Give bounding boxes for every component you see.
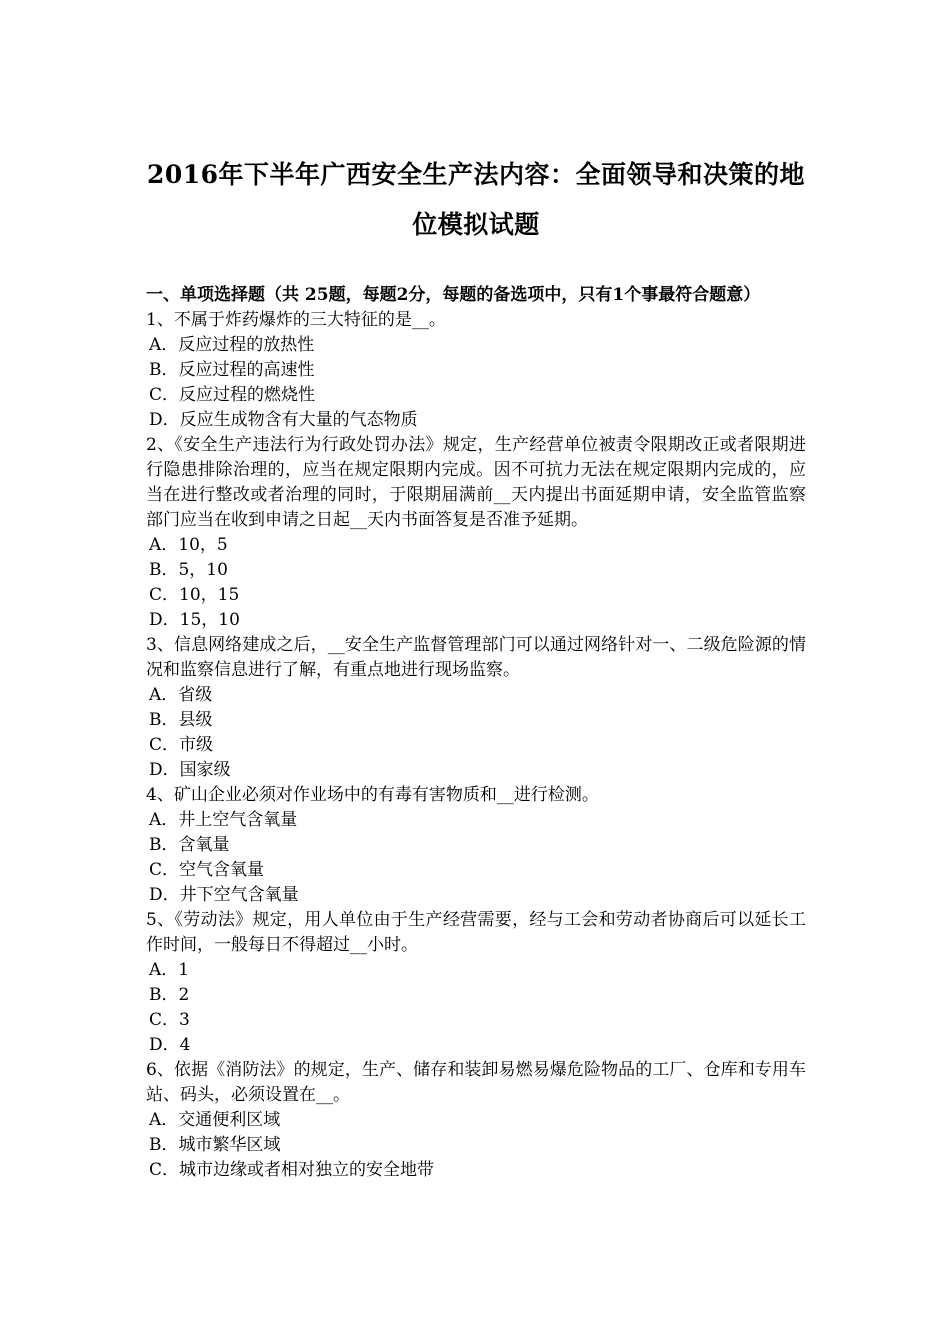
option-a: A．反应过程的放热性 [149,335,315,355]
option-c: C．反应过程的燃烧性 [149,385,316,405]
option-c: C．城市边缘或者相对独立的安全地带 [149,1160,435,1180]
option-b: B．5，10 [149,560,228,580]
option-b: B．2 [149,985,190,1005]
option-list [146,683,806,783]
option-list [146,533,806,633]
option-b: B．反应过程的高速性 [149,360,315,380]
option-a: A．10，5 [149,535,228,555]
question-text: 3、信息网络建成之后，__安全生产监督管理部门可以通过网络针对一、二级危险源的情况和监察信息进行了解，有重点地进行现场监察。 [146,635,806,680]
option-b: B．含氧量 [149,835,230,855]
option-list [146,808,806,908]
question-3 [146,633,806,783]
option-list [146,333,806,433]
option-b: B．城市繁华区域 [149,1135,281,1155]
option-b: B．县级 [149,710,213,730]
question-text: 1、不属于炸药爆炸的三大特征的是__。 [146,310,446,330]
question-5 [146,908,806,1058]
option-d: D．反应生成物含有大量的气态物质 [149,410,418,430]
question-6 [146,1058,806,1183]
document-title [146,150,806,250]
question-text: 2、《安全生产违法行为行政处罚办法》规定，生产经营单位被责令限期改正或者限期进行隐患排除治理的，应当在规定限期内完成。因不可抗力无法在规定限期内完成的，应当在进行整改或者治理的同时，于限期届满前__天内提出书面延期申请，安全监管监察部门应当在收到申请之日起__天内书面答复是否准予延期。 [146,435,806,530]
option-a: A．交通便利区域 [149,1110,281,1130]
question-1 [146,308,806,433]
option-a: A．井上空气含氧量 [149,810,298,830]
option-a: A．1 [149,960,190,980]
question-4 [146,783,806,908]
option-c: C．10，15 [149,585,240,605]
question-text: 6、依据《消防法》的规定，生产、储存和装卸易燃易爆危险物品的工厂、仓库和专用车站、码头，必须设置在__。 [146,1060,806,1105]
question-text: 4、矿山企业必须对作业场中的有毒有害物质和__进行检测。 [146,785,599,805]
title-line-2: 位模拟试题 [412,210,540,239]
option-a: A．省级 [149,685,213,705]
option-list [146,1108,806,1183]
question-text: 5、《劳动法》规定，用人单位由于生产经营需要，经与工会和劳动者协商后可以延长工作时间，一般每日不得超过__小时。 [146,910,806,955]
option-c: C．3 [149,1010,190,1030]
option-d: D．4 [149,1035,191,1055]
option-list [146,958,806,1058]
option-d: D．15，10 [149,610,240,630]
title-line-1: 2016年下半年广西安全生产法内容：全面领导和决策的地 [146,160,806,189]
option-d: D．国家级 [149,760,231,780]
document-page [146,150,806,1183]
option-c: C．市级 [149,735,214,755]
question-2 [146,433,806,633]
section-header: 一、单项选择题（共 25题，每题2分，每题的备选项中，只有1个事最符合题意） [146,285,761,305]
option-d: D．井下空气含氧量 [149,885,299,905]
option-c: C．空气含氧量 [149,860,265,880]
